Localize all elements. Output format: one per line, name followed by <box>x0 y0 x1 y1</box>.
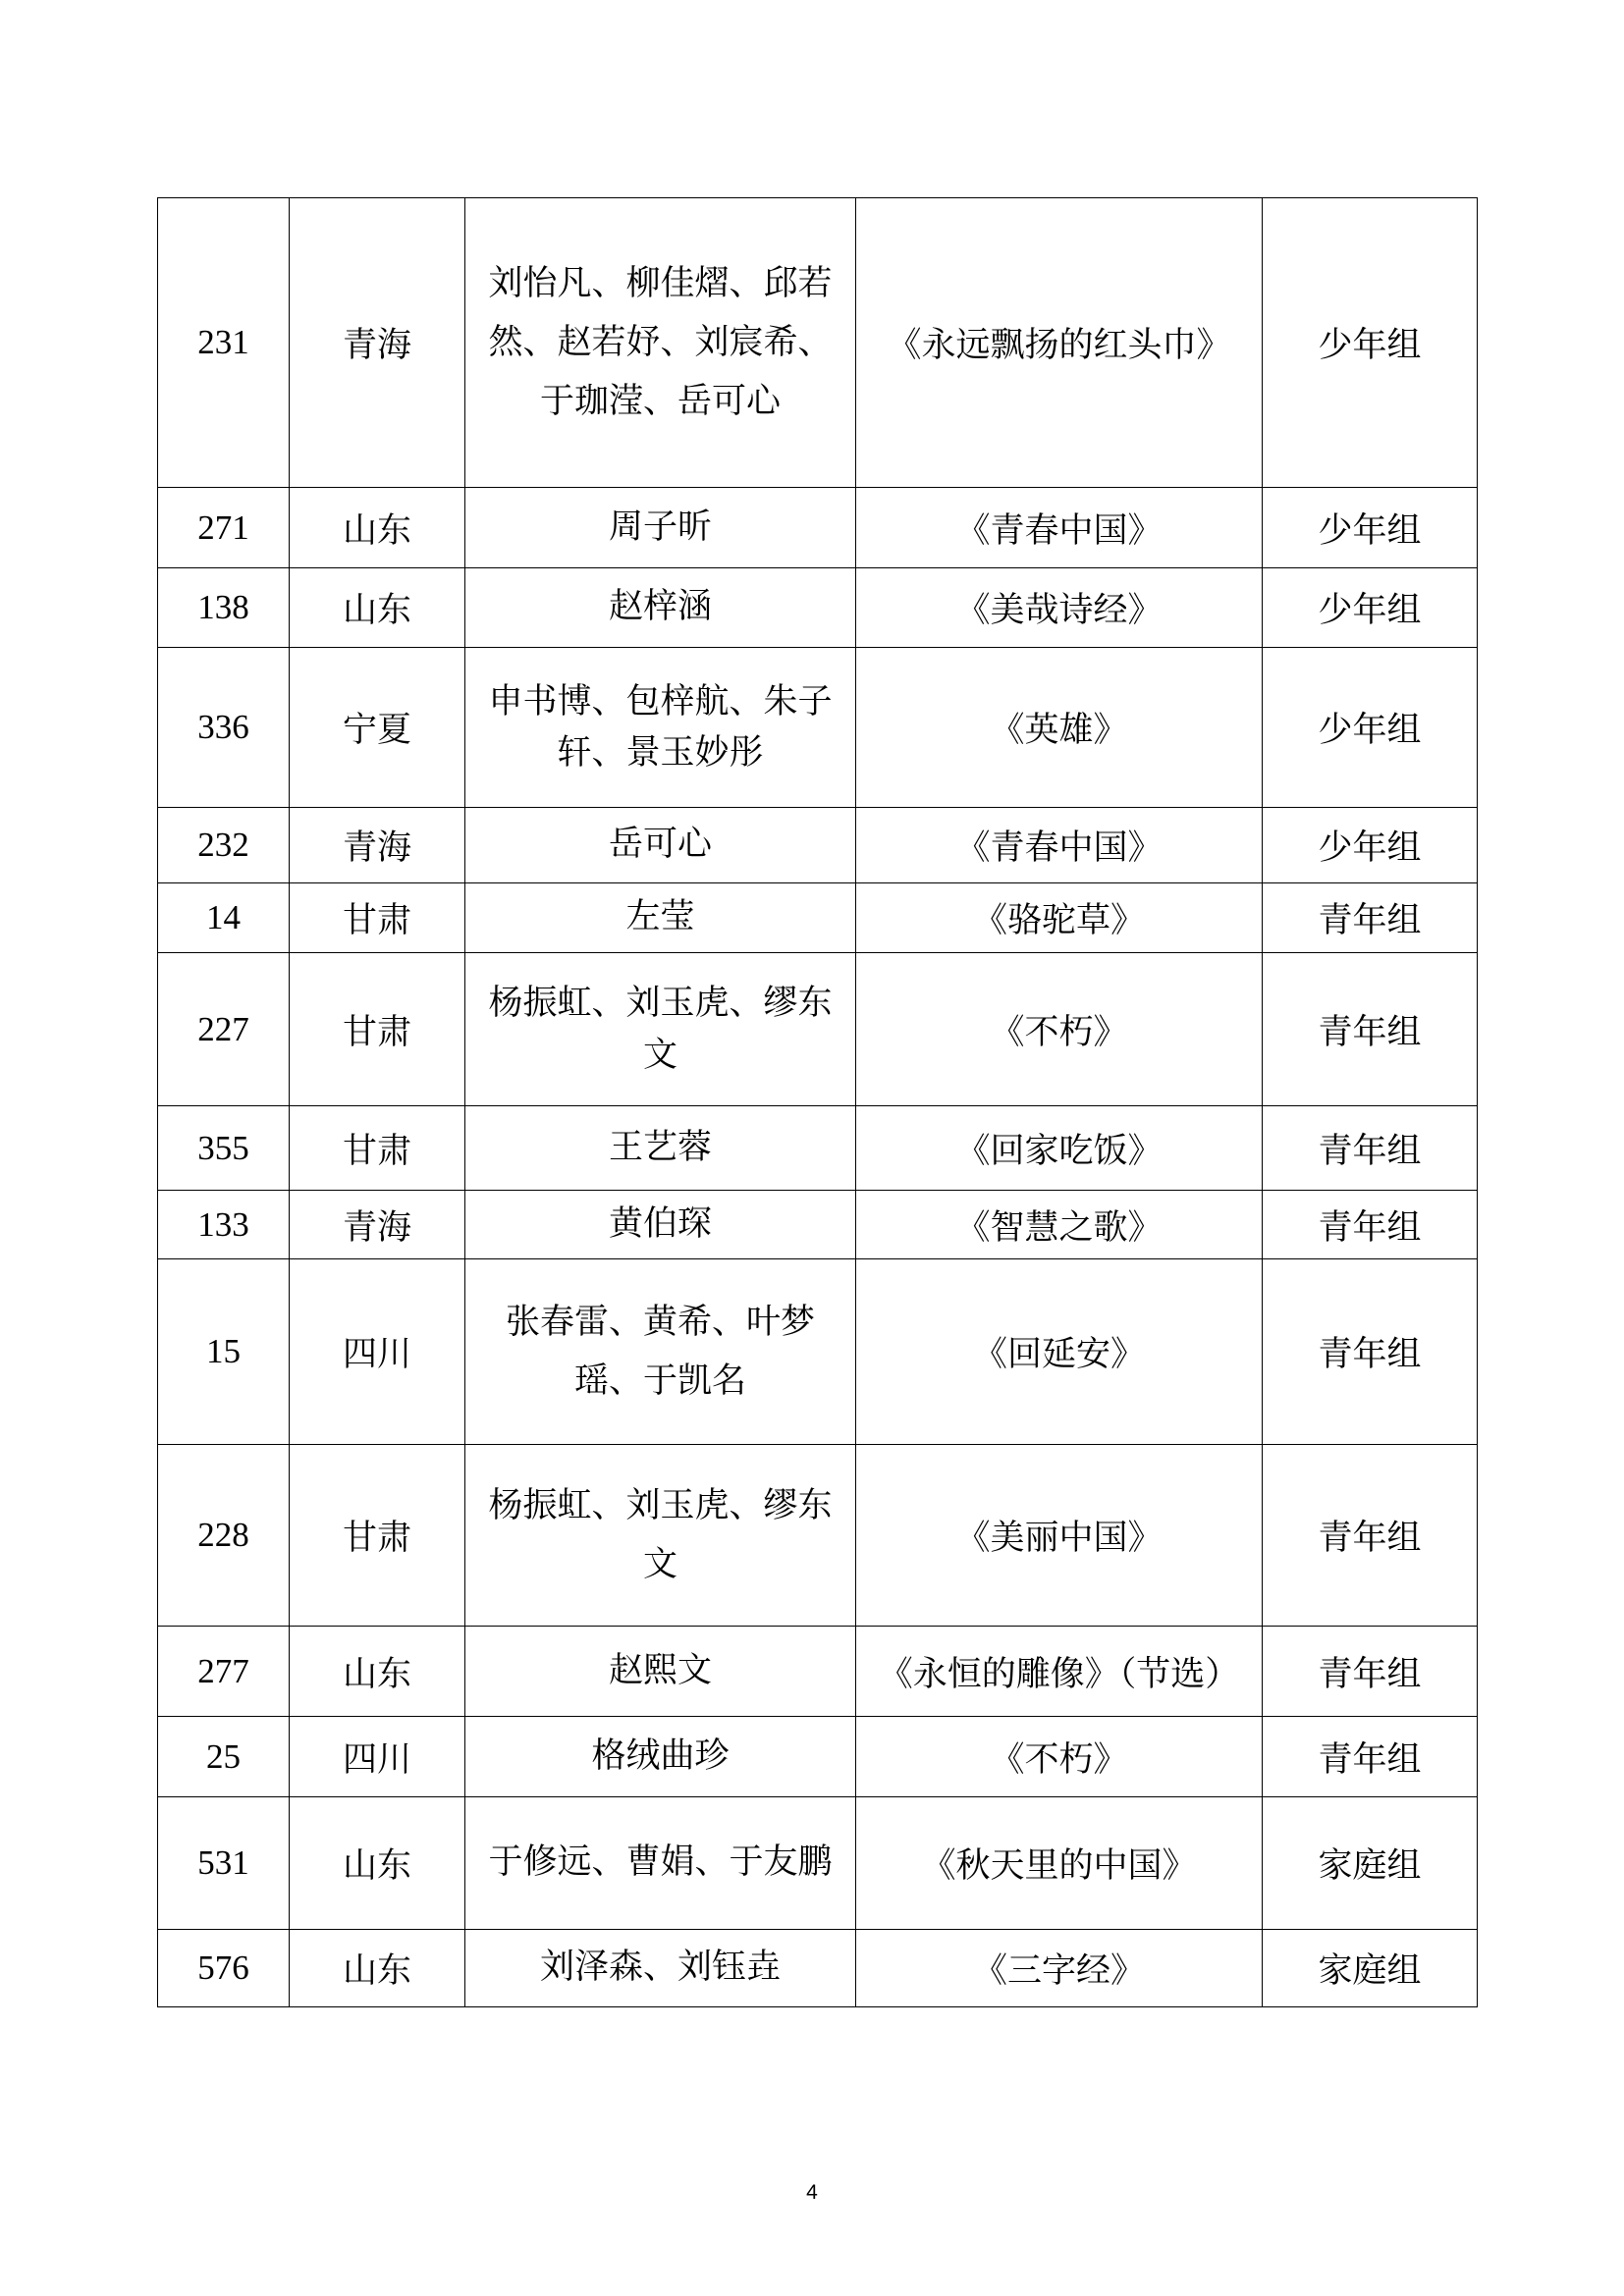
entry-number: 531 <box>158 1797 290 1930</box>
table-row <box>158 1259 1478 1445</box>
province-cell: 山东 <box>290 1627 465 1717</box>
work-title-cell: 《回家吃饭》 <box>856 1106 1263 1191</box>
entry-number: 227 <box>158 953 290 1106</box>
group-cell: 少年组 <box>1263 568 1478 648</box>
performers-cell: 张春雷、黄希、叶梦瑶、于凯名 <box>465 1259 856 1445</box>
work-title-cell: 《青春中国》 <box>856 488 1263 568</box>
participants-table <box>157 197 1478 2007</box>
performers-cell: 赵梓涵 <box>465 568 856 648</box>
table-row <box>158 1191 1478 1259</box>
province-cell: 甘肃 <box>290 1445 465 1627</box>
group-cell: 青年组 <box>1263 1259 1478 1445</box>
province-cell: 四川 <box>290 1259 465 1445</box>
province-cell: 青海 <box>290 808 465 883</box>
province-cell: 甘肃 <box>290 1106 465 1191</box>
entry-number: 576 <box>158 1930 290 2007</box>
work-title-cell: 《英雄》 <box>856 648 1263 808</box>
table-row <box>158 883 1478 953</box>
table-row <box>158 648 1478 808</box>
performers-cell: 格绒曲珍 <box>465 1717 856 1797</box>
province-cell: 山东 <box>290 568 465 648</box>
table-row <box>158 953 1478 1106</box>
performers-cell: 刘怡凡、柳佳熠、邱若然、赵若妤、刘宸希、于珈滢、岳可心 <box>465 198 856 488</box>
table-row <box>158 1445 1478 1627</box>
province-cell: 甘肃 <box>290 953 465 1106</box>
province-cell: 四川 <box>290 1717 465 1797</box>
entry-number: 15 <box>158 1259 290 1445</box>
group-cell: 青年组 <box>1263 1627 1478 1717</box>
work-title-cell: 《三字经》 <box>856 1930 1263 2007</box>
entry-number: 14 <box>158 883 290 953</box>
table-row <box>158 1930 1478 2007</box>
page-number: 4 <box>806 2181 818 2204</box>
performers-cell: 左莹 <box>465 883 856 953</box>
performers-cell: 申书博、包梓航、朱子轩、景玉妙彤 <box>465 648 856 808</box>
entry-number: 277 <box>158 1627 290 1717</box>
group-cell: 少年组 <box>1263 488 1478 568</box>
work-title-cell: 《回延安》 <box>856 1259 1263 1445</box>
group-cell: 少年组 <box>1263 808 1478 883</box>
performers-cell: 杨振虹、刘玉虎、缪东文 <box>465 1445 856 1627</box>
work-title-cell: 《永恒的雕像》（节选） <box>856 1627 1263 1717</box>
province-cell: 甘肃 <box>290 883 465 953</box>
group-cell: 青年组 <box>1263 1717 1478 1797</box>
table-row <box>158 808 1478 883</box>
work-title-cell: 《不朽》 <box>856 1717 1263 1797</box>
performers-cell: 王艺蓉 <box>465 1106 856 1191</box>
province-cell: 山东 <box>290 1930 465 2007</box>
work-title-cell: 《不朽》 <box>856 953 1263 1106</box>
entry-number: 336 <box>158 648 290 808</box>
table-row <box>158 1106 1478 1191</box>
group-cell: 家庭组 <box>1263 1797 1478 1930</box>
group-cell: 青年组 <box>1263 1106 1478 1191</box>
entry-number: 133 <box>158 1191 290 1259</box>
group-cell: 青年组 <box>1263 1191 1478 1259</box>
performers-cell: 赵熙文 <box>465 1627 856 1717</box>
group-cell: 少年组 <box>1263 198 1478 488</box>
table-row <box>158 1717 1478 1797</box>
performers-cell: 于修远、曹娟、于友鹏 <box>465 1797 856 1930</box>
entry-number: 355 <box>158 1106 290 1191</box>
work-title-cell: 《青春中国》 <box>856 808 1263 883</box>
group-cell: 青年组 <box>1263 883 1478 953</box>
entry-number: 231 <box>158 198 290 488</box>
work-title-cell: 《智慧之歌》 <box>856 1191 1263 1259</box>
performers-cell: 黄伯琛 <box>465 1191 856 1259</box>
entry-number: 138 <box>158 568 290 648</box>
province-cell: 青海 <box>290 1191 465 1259</box>
province-cell: 青海 <box>290 198 465 488</box>
group-cell: 少年组 <box>1263 648 1478 808</box>
province-cell: 山东 <box>290 488 465 568</box>
work-title-cell: 《美丽中国》 <box>856 1445 1263 1627</box>
performers-cell: 岳可心 <box>465 808 856 883</box>
work-title-cell: 《秋天里的中国》 <box>856 1797 1263 1930</box>
entry-number: 228 <box>158 1445 290 1627</box>
performers-cell: 周子昕 <box>465 488 856 568</box>
table-row <box>158 568 1478 648</box>
performers-cell: 杨振虹、刘玉虎、缪东文 <box>465 953 856 1106</box>
entry-number: 232 <box>158 808 290 883</box>
group-cell: 家庭组 <box>1263 1930 1478 2007</box>
province-cell: 宁夏 <box>290 648 465 808</box>
entry-number: 271 <box>158 488 290 568</box>
work-title-cell: 《永远飘扬的红头巾》 <box>856 198 1263 488</box>
work-title-cell: 《骆驼草》 <box>856 883 1263 953</box>
table-row <box>158 488 1478 568</box>
work-title-cell: 《美哉诗经》 <box>856 568 1263 648</box>
entry-number: 25 <box>158 1717 290 1797</box>
performers-cell: 刘泽森、刘钰垚 <box>465 1930 856 2007</box>
table-row <box>158 198 1478 488</box>
province-cell: 山东 <box>290 1797 465 1930</box>
group-cell: 青年组 <box>1263 953 1478 1106</box>
group-cell: 青年组 <box>1263 1445 1478 1627</box>
table-row <box>158 1797 1478 1930</box>
table-row <box>158 1627 1478 1717</box>
